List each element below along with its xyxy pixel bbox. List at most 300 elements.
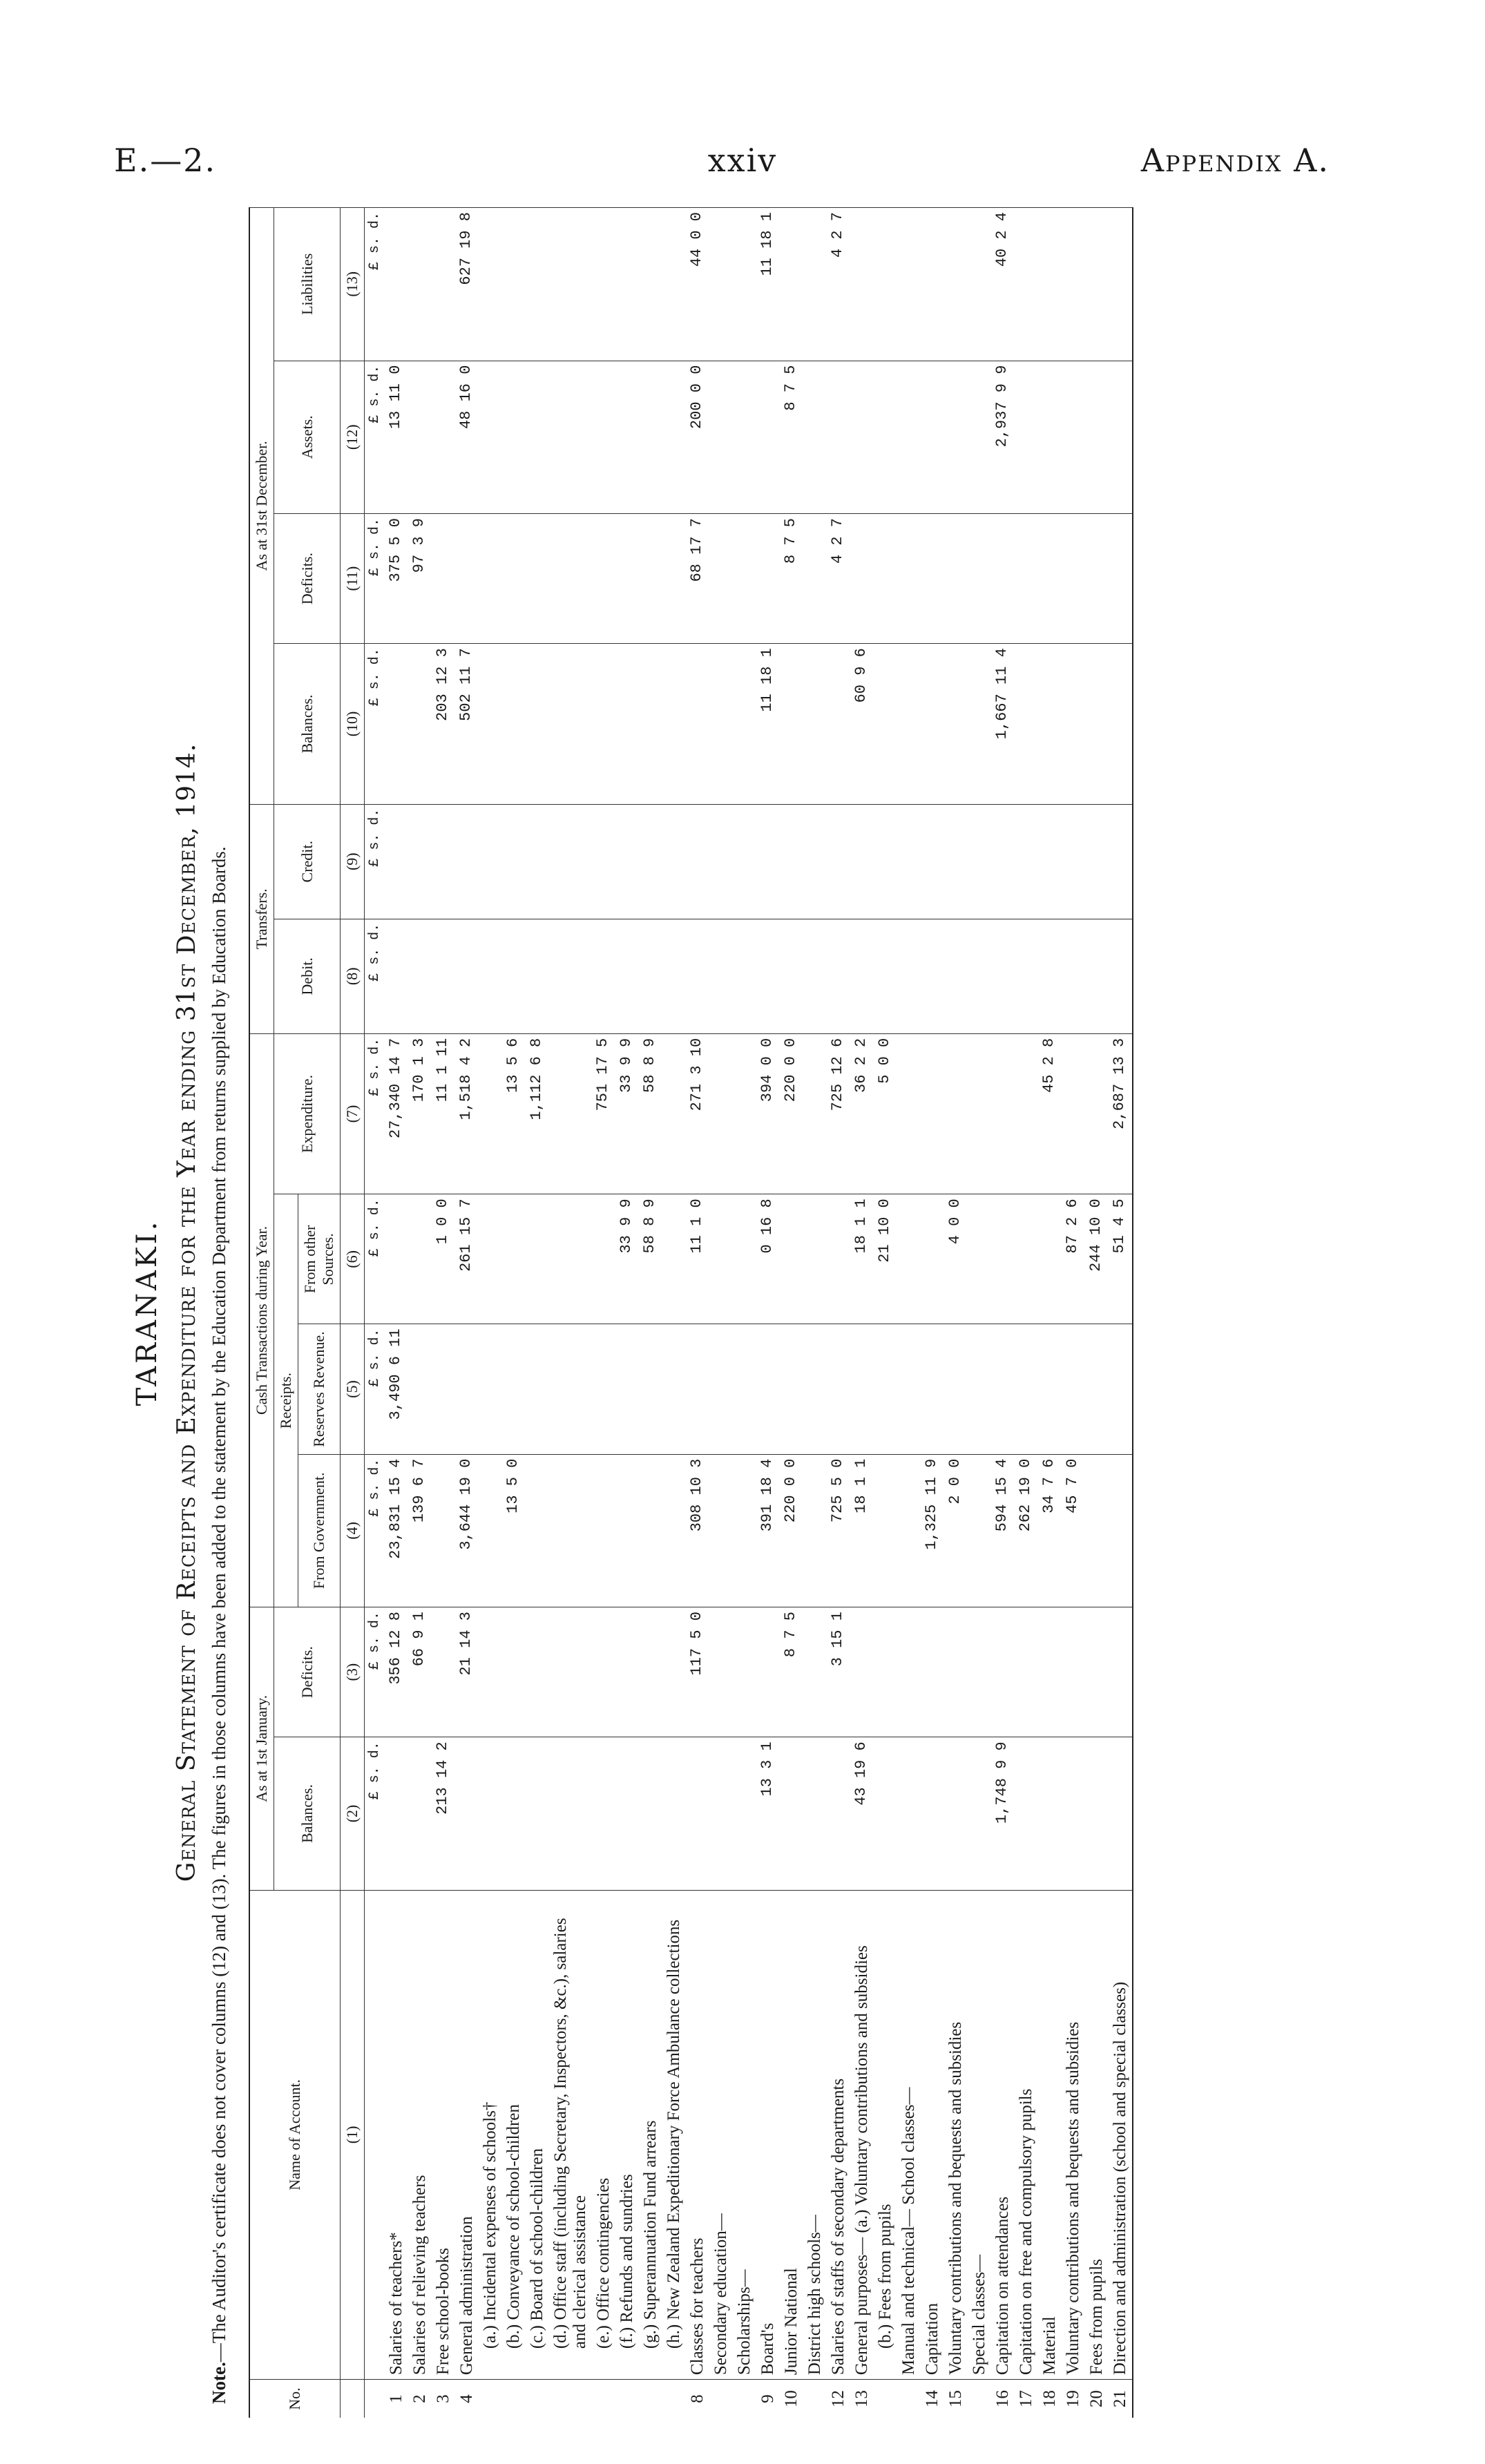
amount-c2 bbox=[549, 1737, 592, 1890]
page-number: xxiv bbox=[707, 142, 778, 179]
amount-c8 bbox=[385, 919, 408, 1033]
amount-c7 bbox=[479, 1033, 502, 1194]
amount-c3 bbox=[526, 1607, 549, 1737]
amount-c8 bbox=[968, 919, 991, 1033]
amount-c11 bbox=[662, 514, 686, 644]
amount-c3 bbox=[733, 1607, 756, 1737]
amount-c9 bbox=[991, 804, 1015, 919]
amount-c11 bbox=[1062, 514, 1085, 644]
col-balances-jan: Balances. bbox=[274, 1737, 341, 1890]
colnum-9: (9) bbox=[341, 804, 365, 919]
amount-c4 bbox=[709, 1454, 733, 1607]
amount-c2 bbox=[479, 1737, 502, 1890]
amount-c4 bbox=[526, 1454, 549, 1607]
statement-table bbox=[249, 207, 1133, 2418]
amount-c6 bbox=[526, 1194, 549, 1324]
units-cell: £ s. d. bbox=[365, 514, 385, 644]
table-row bbox=[686, 208, 709, 2418]
amount-c8 bbox=[526, 919, 549, 1033]
amount-c2 bbox=[874, 1737, 897, 1890]
amount-c5 bbox=[991, 1324, 1015, 1454]
amount-c2 bbox=[385, 1737, 408, 1890]
account-name: Board's bbox=[756, 1890, 780, 2380]
amount-c3 bbox=[968, 1607, 991, 1737]
col-assets: Assets. bbox=[274, 361, 341, 513]
amount-c8 bbox=[780, 919, 803, 1033]
amount-c12 bbox=[827, 361, 850, 513]
amount-c2: 1,748 9 9 bbox=[991, 1737, 1015, 1890]
amount-c9 bbox=[850, 804, 874, 919]
note-text: —The Auditor's certificate does not cover columns (12) and (13). The figures in those columns have been added to the statement by the Education Department from returns supplied by Education Boards. bbox=[209, 846, 229, 2362]
amount-c7 bbox=[897, 1033, 921, 1194]
amount-c9 bbox=[897, 804, 921, 919]
amount-c11 bbox=[502, 514, 526, 644]
amount-c8 bbox=[944, 919, 968, 1033]
amount-c12 bbox=[1062, 361, 1085, 513]
amount-c7 bbox=[944, 1033, 968, 1194]
amount-c9 bbox=[592, 804, 615, 919]
account-name: General administration bbox=[455, 1890, 479, 2380]
amount-c12 bbox=[662, 361, 686, 513]
amount-c5 bbox=[526, 1324, 549, 1454]
amount-c8 bbox=[549, 919, 592, 1033]
table-row bbox=[549, 208, 592, 2418]
amount-c8 bbox=[756, 919, 780, 1033]
amount-c8 bbox=[662, 919, 686, 1033]
amount-c3 bbox=[921, 1607, 944, 1737]
table-row bbox=[874, 208, 897, 2418]
amount-c7: 170 1 3 bbox=[408, 1033, 432, 1194]
table-row bbox=[991, 208, 1015, 2418]
row-number: 3 bbox=[432, 2380, 455, 2418]
amount-c3 bbox=[592, 1607, 615, 1737]
amount-c3 bbox=[615, 1607, 639, 1737]
amount-c12 bbox=[850, 361, 874, 513]
amount-c10 bbox=[874, 644, 897, 804]
amount-c6: 58 8 9 bbox=[639, 1194, 662, 1324]
amount-c7: 11 1 11 bbox=[432, 1033, 455, 1194]
amount-c12: 48 16 0 bbox=[455, 361, 479, 513]
table-row bbox=[1109, 208, 1133, 2418]
amount-c9 bbox=[1015, 804, 1038, 919]
note-prefix: Note. bbox=[209, 2362, 229, 2404]
amount-c5 bbox=[432, 1324, 455, 1454]
amount-c11: 68 17 7 bbox=[686, 514, 709, 644]
amount-c12 bbox=[874, 361, 897, 513]
amount-c6 bbox=[592, 1194, 615, 1324]
units-cell: £ s. d. bbox=[365, 1454, 385, 1607]
amount-c3 bbox=[549, 1607, 592, 1737]
amount-c2 bbox=[686, 1737, 709, 1890]
amount-c4 bbox=[639, 1454, 662, 1607]
amount-c12: 200 0 0 bbox=[686, 361, 709, 513]
amount-c11 bbox=[1085, 514, 1109, 644]
table-row bbox=[1038, 208, 1062, 2418]
amount-c9 bbox=[921, 804, 944, 919]
table-row bbox=[408, 208, 432, 2418]
amount-c6: 4 0 0 bbox=[944, 1194, 968, 1324]
units-cell: £ s. d. bbox=[365, 1607, 385, 1737]
amount-c9 bbox=[803, 804, 827, 919]
amount-c11: 375 5 0 bbox=[385, 514, 408, 644]
amount-c6 bbox=[991, 1194, 1015, 1324]
row-number: 21 bbox=[1109, 2380, 1133, 2418]
table-row bbox=[803, 208, 827, 2418]
amount-c5 bbox=[479, 1324, 502, 1454]
amount-c11 bbox=[1038, 514, 1062, 644]
amount-c9 bbox=[827, 804, 850, 919]
amount-c13 bbox=[662, 208, 686, 361]
amount-c9 bbox=[1038, 804, 1062, 919]
amount-c5 bbox=[850, 1324, 874, 1454]
row-number bbox=[733, 2380, 756, 2418]
amount-c12 bbox=[549, 361, 592, 513]
amount-c10 bbox=[592, 644, 615, 804]
amount-c13 bbox=[639, 208, 662, 361]
row-number: 14 bbox=[921, 2380, 944, 2418]
amount-c4 bbox=[733, 1454, 756, 1607]
account-name: Salaries of relieving teachers bbox=[408, 1890, 432, 2380]
colnum-10: (10) bbox=[341, 644, 365, 804]
col-deficits-dec: Deficits. bbox=[274, 514, 341, 644]
amount-c7 bbox=[991, 1033, 1015, 1194]
account-name: Manual and technical— School classes— bbox=[897, 1890, 921, 2380]
amount-c8 bbox=[479, 919, 502, 1033]
amount-c6 bbox=[1038, 1194, 1062, 1324]
amount-c5 bbox=[921, 1324, 944, 1454]
row-number: 12 bbox=[827, 2380, 850, 2418]
amount-c5 bbox=[874, 1324, 897, 1454]
row-number bbox=[709, 2380, 733, 2418]
amount-c2 bbox=[780, 1737, 803, 1890]
amount-c12: 8 7 5 bbox=[780, 361, 803, 513]
amount-c4 bbox=[897, 1454, 921, 1607]
amount-c8 bbox=[1109, 919, 1133, 1033]
amount-c6 bbox=[662, 1194, 686, 1324]
amount-c7: 36 2 2 bbox=[850, 1033, 874, 1194]
amount-c2 bbox=[526, 1737, 549, 1890]
amount-c3 bbox=[756, 1607, 780, 1737]
amount-c6: 1 0 0 bbox=[432, 1194, 455, 1324]
amount-c8 bbox=[733, 919, 756, 1033]
amount-c11 bbox=[479, 514, 502, 644]
amount-c13 bbox=[408, 208, 432, 361]
table-row bbox=[385, 208, 408, 2418]
amount-c12 bbox=[592, 361, 615, 513]
amount-c11 bbox=[1015, 514, 1038, 644]
amount-c2: 13 3 1 bbox=[756, 1737, 780, 1890]
amount-c6: 0 16 8 bbox=[756, 1194, 780, 1324]
account-name: Fees from pupils bbox=[1085, 1890, 1109, 2380]
account-name: (h.) New Zealand Expeditionary Force Ambulance collections bbox=[662, 1890, 686, 2380]
table-row bbox=[709, 208, 733, 2418]
amount-c4: 13 5 0 bbox=[502, 1454, 526, 1607]
group-dec: As at 31st December. bbox=[249, 208, 274, 805]
amount-c7: 58 8 9 bbox=[639, 1033, 662, 1194]
amount-c4 bbox=[1085, 1454, 1109, 1607]
amount-c2 bbox=[803, 1737, 827, 1890]
amount-c3 bbox=[874, 1607, 897, 1737]
col-liabilities: Liabilities bbox=[274, 208, 341, 361]
row-number: 8 bbox=[686, 2380, 709, 2418]
amount-c10: 502 11 7 bbox=[455, 644, 479, 804]
amount-c10 bbox=[1109, 644, 1133, 804]
amount-c12 bbox=[408, 361, 432, 513]
account-name: Secondary education— bbox=[709, 1890, 733, 2380]
row-number: 2 bbox=[408, 2380, 432, 2418]
amount-c13 bbox=[1038, 208, 1062, 361]
amount-c10 bbox=[526, 644, 549, 804]
amount-c5 bbox=[827, 1324, 850, 1454]
table-row bbox=[756, 208, 780, 2418]
col-credit: Credit. bbox=[274, 804, 341, 919]
amount-c12 bbox=[639, 361, 662, 513]
amount-c10 bbox=[1015, 644, 1038, 804]
amount-c2 bbox=[709, 1737, 733, 1890]
amount-c4 bbox=[1109, 1454, 1133, 1607]
amount-c7: 27,340 14 7 bbox=[385, 1033, 408, 1194]
amount-c13 bbox=[921, 208, 944, 361]
amount-c8 bbox=[432, 919, 455, 1033]
account-name: Material bbox=[1038, 1890, 1062, 2380]
amount-c5 bbox=[1038, 1324, 1062, 1454]
col-expenditure: Expenditure. bbox=[274, 1033, 341, 1194]
amount-c11 bbox=[526, 514, 549, 644]
amount-c4: 594 15 4 bbox=[991, 1454, 1015, 1607]
amount-c7: 394 0 0 bbox=[756, 1033, 780, 1194]
amount-c3: 8 7 5 bbox=[780, 1607, 803, 1737]
col-from-government: From Government. bbox=[298, 1454, 341, 1607]
amount-c13 bbox=[709, 208, 733, 361]
amount-c9 bbox=[780, 804, 803, 919]
col-deficits-jan: Deficits. bbox=[274, 1607, 341, 1737]
amount-c3 bbox=[1062, 1607, 1085, 1737]
amount-c11 bbox=[803, 514, 827, 644]
statement-heading: General Statement of Receipts and Expenditure for the Year ending 31st December, 1914. bbox=[173, 743, 201, 1882]
amount-c13 bbox=[850, 208, 874, 361]
amount-c10 bbox=[549, 644, 592, 804]
amount-c3: 66 9 1 bbox=[408, 1607, 432, 1737]
amount-c4 bbox=[592, 1454, 615, 1607]
amount-c3: 21 14 3 bbox=[455, 1607, 479, 1737]
amount-c4: 725 5 0 bbox=[827, 1454, 850, 1607]
amount-c13 bbox=[1015, 208, 1038, 361]
amount-c4 bbox=[432, 1454, 455, 1607]
amount-c7: 220 0 0 bbox=[780, 1033, 803, 1194]
amount-c13 bbox=[874, 208, 897, 361]
units-row bbox=[365, 208, 385, 2418]
amount-c5 bbox=[803, 1324, 827, 1454]
amount-c12 bbox=[733, 361, 756, 513]
colnum-13: (13) bbox=[341, 208, 365, 361]
amount-c9 bbox=[385, 804, 408, 919]
table-row bbox=[780, 208, 803, 2418]
amount-c7: 2,687 13 3 bbox=[1109, 1033, 1133, 1194]
row-number: 1 bbox=[385, 2380, 408, 2418]
amount-c8 bbox=[897, 919, 921, 1033]
amount-c11 bbox=[850, 514, 874, 644]
amount-c5 bbox=[662, 1324, 686, 1454]
table-row bbox=[1015, 208, 1038, 2418]
amount-c4: 139 6 7 bbox=[408, 1454, 432, 1607]
colnum-2: (2) bbox=[341, 1737, 365, 1890]
row-number bbox=[592, 2380, 615, 2418]
amount-c3 bbox=[803, 1607, 827, 1737]
group-jan: As at 1st January. bbox=[249, 1607, 274, 1891]
amount-c10 bbox=[1038, 644, 1062, 804]
amount-c10 bbox=[662, 644, 686, 804]
amount-c10 bbox=[615, 644, 639, 804]
amount-c3: 356 12 8 bbox=[385, 1607, 408, 1737]
amount-c11: 4 2 7 bbox=[827, 514, 850, 644]
amount-c9 bbox=[733, 804, 756, 919]
amount-c8 bbox=[827, 919, 850, 1033]
amount-c5 bbox=[1109, 1324, 1133, 1454]
amount-c5 bbox=[502, 1324, 526, 1454]
colnum-3: (3) bbox=[341, 1607, 365, 1737]
amount-c7 bbox=[709, 1033, 733, 1194]
amount-c5 bbox=[639, 1324, 662, 1454]
amount-c10 bbox=[686, 644, 709, 804]
amount-c12 bbox=[803, 361, 827, 513]
amount-c13 bbox=[1085, 208, 1109, 361]
amount-c5 bbox=[615, 1324, 639, 1454]
amount-c5 bbox=[1085, 1324, 1109, 1454]
amount-c7: 271 3 10 bbox=[686, 1033, 709, 1194]
amount-c6 bbox=[408, 1194, 432, 1324]
amount-c6 bbox=[709, 1194, 733, 1324]
amount-c2 bbox=[827, 1737, 850, 1890]
account-name: District high schools— bbox=[803, 1890, 827, 2380]
table-row bbox=[897, 208, 921, 2418]
auditor-note bbox=[209, 207, 230, 2404]
row-number bbox=[803, 2380, 827, 2418]
row-number bbox=[615, 2380, 639, 2418]
account-name: (c.) Board of school-children bbox=[526, 1890, 549, 2380]
amount-c10 bbox=[408, 644, 432, 804]
amount-c10 bbox=[639, 644, 662, 804]
amount-c8 bbox=[686, 919, 709, 1033]
amount-c4: 3,644 19 0 bbox=[455, 1454, 479, 1607]
amount-c4 bbox=[549, 1454, 592, 1607]
amount-c11 bbox=[549, 514, 592, 644]
amount-c7 bbox=[1062, 1033, 1085, 1194]
amount-c8 bbox=[639, 919, 662, 1033]
amount-c11 bbox=[944, 514, 968, 644]
amount-c4 bbox=[968, 1454, 991, 1607]
col-balances-dec: Balances. bbox=[274, 644, 341, 804]
amount-c13 bbox=[803, 208, 827, 361]
amount-c4: 18 1 1 bbox=[850, 1454, 874, 1607]
row-number: 9 bbox=[756, 2380, 780, 2418]
row-number bbox=[502, 2380, 526, 2418]
colnum-11: (11) bbox=[341, 514, 365, 644]
amount-c5 bbox=[780, 1324, 803, 1454]
amount-c4: 34 7 6 bbox=[1038, 1454, 1062, 1607]
board-title: TARANAKI. bbox=[131, 1219, 163, 1406]
amount-c8 bbox=[709, 919, 733, 1033]
table-row bbox=[526, 208, 549, 2418]
amount-c11 bbox=[709, 514, 733, 644]
amount-c3 bbox=[1015, 1607, 1038, 1737]
account-name: (b.) Conveyance of school-children bbox=[502, 1890, 526, 2380]
group-receipts: Receipts. bbox=[274, 1194, 298, 1607]
amount-c3 bbox=[709, 1607, 733, 1737]
row-number bbox=[874, 2380, 897, 2418]
amount-c5 bbox=[1015, 1324, 1038, 1454]
account-name: Salaries of staffs of secondary departments bbox=[827, 1890, 850, 2380]
amount-c10 bbox=[709, 644, 733, 804]
amount-c10 bbox=[897, 644, 921, 804]
amount-c3 bbox=[991, 1607, 1015, 1737]
amount-c4 bbox=[662, 1454, 686, 1607]
amount-c12 bbox=[944, 361, 968, 513]
account-name: Capitation bbox=[921, 1890, 944, 2380]
amount-c3 bbox=[850, 1607, 874, 1737]
amount-c7: 45 2 8 bbox=[1038, 1033, 1062, 1194]
header-code: E.—2. bbox=[114, 142, 217, 179]
colnum-7: (7) bbox=[341, 1033, 365, 1194]
account-name: (e.) Office contingencies bbox=[592, 1890, 615, 2380]
amount-c4: 23,831 15 4 bbox=[385, 1454, 408, 1607]
amount-c3: 3 15 1 bbox=[827, 1607, 850, 1737]
table-row bbox=[639, 208, 662, 2418]
row-number: 10 bbox=[780, 2380, 803, 2418]
amount-c10 bbox=[1085, 644, 1109, 804]
amount-c11 bbox=[968, 514, 991, 644]
amount-c3 bbox=[1109, 1607, 1133, 1737]
table-row bbox=[827, 208, 850, 2418]
colnum-6: (6) bbox=[341, 1194, 365, 1324]
table-row bbox=[615, 208, 639, 2418]
amount-c3 bbox=[502, 1607, 526, 1737]
amount-c6 bbox=[897, 1194, 921, 1324]
account-name: Capitation on attendances bbox=[991, 1890, 1015, 2380]
table-row bbox=[592, 208, 615, 2418]
amount-c5 bbox=[408, 1324, 432, 1454]
amount-c11: 97 3 9 bbox=[408, 514, 432, 644]
units-blank bbox=[365, 2380, 385, 2418]
amount-c12 bbox=[526, 361, 549, 513]
col-reserves-revenue: Reserves Revenue. bbox=[298, 1324, 341, 1454]
amount-c13 bbox=[1109, 208, 1133, 361]
row-number: 15 bbox=[944, 2380, 968, 2418]
amount-c4: 262 19 0 bbox=[1015, 1454, 1038, 1607]
amount-c6 bbox=[385, 1194, 408, 1324]
amount-c2 bbox=[1015, 1737, 1038, 1890]
units-cell: £ s. d. bbox=[365, 1324, 385, 1454]
amount-c12 bbox=[968, 361, 991, 513]
row-number: 13 bbox=[850, 2380, 874, 2418]
amount-c3 bbox=[432, 1607, 455, 1737]
table-row bbox=[1062, 208, 1085, 2418]
amount-c2 bbox=[968, 1737, 991, 1890]
amount-c5 bbox=[592, 1324, 615, 1454]
amount-c9 bbox=[1062, 804, 1085, 919]
amount-c9 bbox=[549, 804, 592, 919]
amount-c3 bbox=[944, 1607, 968, 1737]
amount-c9 bbox=[968, 804, 991, 919]
amount-c12 bbox=[615, 361, 639, 513]
amount-c12 bbox=[502, 361, 526, 513]
amount-c13: 40 2 4 bbox=[991, 208, 1015, 361]
table-row bbox=[921, 208, 944, 2418]
amount-c4: 45 7 0 bbox=[1062, 1454, 1085, 1607]
amount-c11: 8 7 5 bbox=[780, 514, 803, 644]
colnum-4: (4) bbox=[341, 1454, 365, 1607]
amount-c5 bbox=[944, 1324, 968, 1454]
amount-c12: 13 11 0 bbox=[385, 361, 408, 513]
